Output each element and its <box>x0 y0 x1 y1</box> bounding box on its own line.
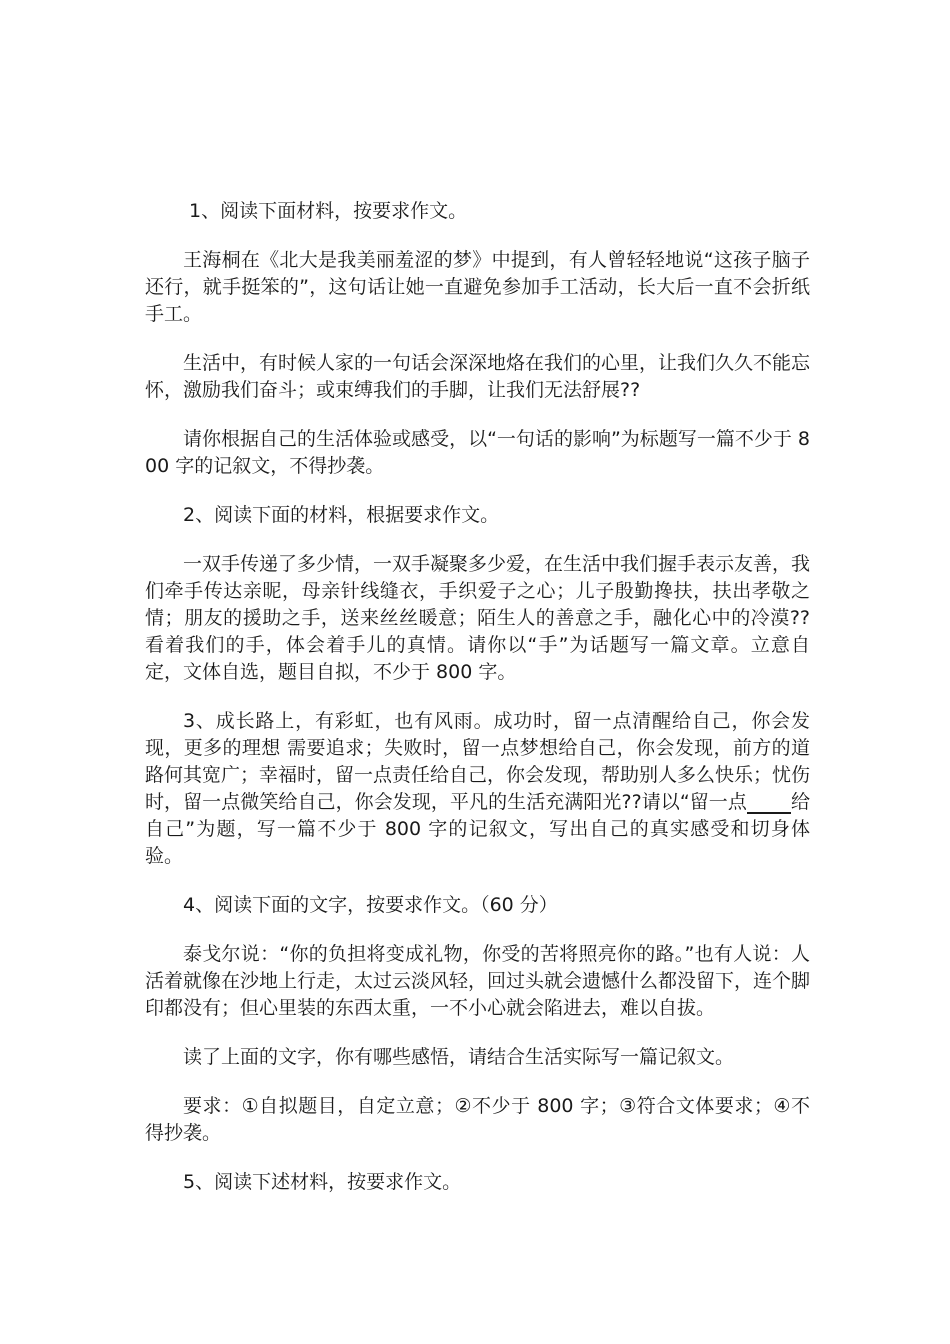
prompt-1-instructions: 请你根据自己的生活体验或感受，以“一句话的影响”为标题写一篇不少于 800 字的记叙文，不得抄袭。 <box>145 428 810 477</box>
prompt-3-material <box>145 708 810 870</box>
fill-in-blank <box>747 792 791 814</box>
prompt-2-heading: 2、阅读下面的材料，根据要求作文。 <box>183 504 500 526</box>
prompt-4-requirements: 要求：①自拟题目，自定立意；②不少于 800 字；③符合文体要求；④不得抄袭。 <box>145 1095 810 1144</box>
prompt-4-task: 读了上面的文字，你有哪些感悟，请结合生活实际写一篇记叙文。 <box>183 1046 735 1068</box>
prompt-1-heading: 1、阅读下面材料，按要求作文。 <box>189 200 468 222</box>
prompt-4-material: 泰戈尔说：“你的负担将变成礼物，你受的苦将照亮你的路。”也有人说：人活着就像在沙地上行走，太过云淡风轻，回过头就会遗憾什么都没留下，连个脚印都没有；但心里装的东西太重，一不小心就会陷进去，难以自拔。 <box>145 943 811 1019</box>
prompt-3-text-before-blank: 3、成长路上，有彩虹，也有风雨。成功时，留一点清醒给自己，你会发现，更多的理想 需要追求；失败时，留一点梦想给自己，你会发现，前方的道路何其宽广；幸福时，留一点责任给自己，你会发现，帮助别人多么快乐；忧伤时，留一点微笑给自己，你会发现，平凡的生活充满阳光??请以“留一点 <box>145 710 811 813</box>
prompt-1-context: 生活中，有时候人家的一句话会深深地烙在我们的心里，让我们久久不能忘怀，激励我们奋斗；或束缚我们的手脚，让我们无法舒展?? <box>145 352 811 401</box>
prompt-5-heading: 5、阅读下述材料，按要求作文。 <box>183 1171 462 1193</box>
prompt-2-material: 一双手传递了多少情，一双手凝聚多少爱，在生活中我们握手表示友善，我们牵手传达亲昵，母亲针线缝衣，手织爱子之心；儿子殷勤搀扶，扶出孝敬之情；朋友的援助之手，送来丝丝暖意；陌生人的善意之手，融化心中的冷漠??看着我们的手，体会着手儿的真情。请你以“手”为话题写一篇文章。立意自定，文体自选，题目自拟，不少于 800 字。 <box>145 553 811 683</box>
prompt-3-text-after-blank: 给自己”为题，写一篇不少于 800 字的记叙文，写出自己的真实感受和切身体验。 <box>145 791 810 867</box>
document-body <box>145 198 810 1218</box>
prompt-1-material: 王海桐在《北大是我美丽羞涩的梦》中提到，有人曾轻轻地说“这孩子脑子还行，就手挺笨的”，这句话让她一直避免参加手工活动，长大后一直不会折纸手工。 <box>145 249 810 325</box>
prompt-4-heading: 4、阅读下面的文字，按要求作文。（60 分） <box>183 894 558 916</box>
